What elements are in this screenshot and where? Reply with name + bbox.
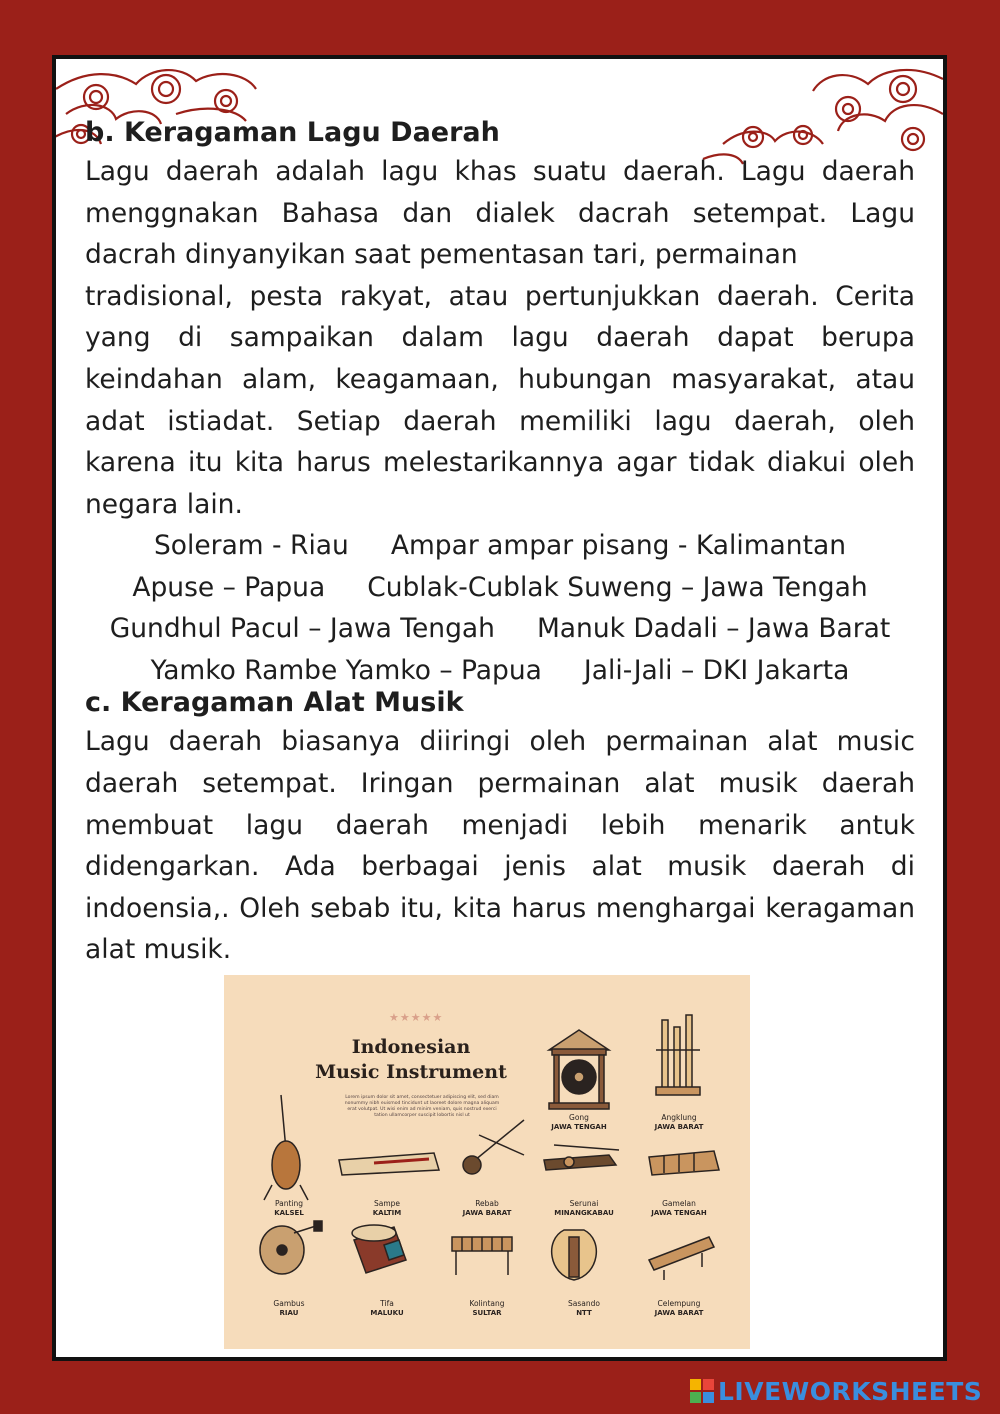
instrument-region: JAWA TENGAH <box>651 1209 707 1217</box>
song-item: Apuse – Papua <box>132 571 326 603</box>
section-b-heading: b. Keragaman Lagu Daerah <box>85 117 500 148</box>
liveworksheets-logo-link[interactable] <box>690 1374 990 1408</box>
kolintang-illustration <box>452 1237 512 1275</box>
instrument-region: JAWA BARAT <box>654 1123 704 1131</box>
song-item: Manuk Dadali – Jawa Barat <box>536 613 891 645</box>
section-b-paragraph: Lagu daerah adalah lagu khas suatu daerah. Lagu daerah menggnakan Bahasa dan dialek dacrah setempat. Lagu dacrah dinyanyikan saat pementasan tari, permainan <box>85 156 915 271</box>
instrument-name: Gong <box>569 1113 589 1122</box>
worksheet-page <box>52 55 947 1361</box>
poster-title <box>296 1035 526 1085</box>
song-row <box>85 608 915 650</box>
instrument-region: KALSEL <box>274 1209 304 1217</box>
section-b-paragraph-continued: tradisional, pesta rakyat, atau pertunjukkan daerah. Cerita yang di sampaikan dalam lagu daerah dapat berupa keindahan alam, keagamaan, hubungan masyarakat, atau adat istiadat. Setiap daerah memiliki lagu daerah, oleh karena itu kita harus melestarikannya agar tidak diakui oleh negara lain. <box>85 280 915 520</box>
poster-title-line2: Music Instrument <box>315 1061 507 1083</box>
instrument-name: Panting <box>274 1199 304 1208</box>
song-row <box>85 567 915 609</box>
sasando-illustration <box>552 1230 597 1280</box>
instrument-name: Sampe <box>373 1199 401 1208</box>
decorative-stars: ★★★★★ <box>389 1011 444 1024</box>
instrument-region: SULTAR <box>472 1309 502 1317</box>
celempung-illustration <box>649 1237 714 1280</box>
instrument-region: JAWA TENGAH <box>551 1123 607 1131</box>
instrument-label-angklung <box>624 1113 734 1132</box>
instrument-name: Gambus <box>273 1299 305 1308</box>
angklung-illustration <box>656 1015 700 1095</box>
instrument-label-celempung <box>624 1299 734 1318</box>
instrument-name: Angklung <box>661 1113 697 1122</box>
instrument-name: Serunai <box>569 1199 599 1208</box>
instrument-poster <box>224 975 750 1349</box>
panting-illustration <box>264 1095 308 1200</box>
section-c-heading: c. Keragaman Alat Musik <box>85 687 464 719</box>
instrument-label-sasando <box>529 1299 639 1318</box>
poster-title-line1: Indonesian <box>351 1036 471 1058</box>
song-list <box>85 525 915 691</box>
liveworksheets-brand: LIVEWORKSHEETS <box>718 1376 983 1406</box>
gong-illustration <box>549 1030 609 1109</box>
instrument-name: Celempung <box>657 1299 701 1308</box>
instrument-illustrations <box>224 975 750 1349</box>
instrument-region: MINANGKABAU <box>554 1209 614 1217</box>
instrument-name: Kolintang <box>469 1299 505 1308</box>
instrument-region: NTT <box>576 1309 592 1317</box>
instrument-label-kolintang <box>432 1299 542 1318</box>
content-area <box>85 115 915 971</box>
instrument-region: JAWA BARAT <box>654 1309 704 1317</box>
instrument-label-gambus <box>234 1299 344 1318</box>
instrument-region: KALTIM <box>372 1209 402 1217</box>
tifa-illustration <box>352 1225 406 1273</box>
gamelan-illustration <box>649 1151 719 1175</box>
song-row <box>85 525 915 567</box>
sampe-illustration <box>339 1153 439 1175</box>
instrument-region: JAWA BARAT <box>462 1209 512 1217</box>
song-item: Cublak-Cublak Suweng – Jawa Tengah <box>367 571 868 603</box>
song-item: Gundhul Pacul – Jawa Tengah <box>109 613 495 645</box>
instrument-region: MALUKU <box>370 1309 404 1317</box>
instrument-region: RIAU <box>279 1309 299 1317</box>
rebab-illustration <box>463 1120 524 1174</box>
song-item: Yamko Rambe Yamko – Papua <box>150 654 542 686</box>
instrument-label-sampe <box>332 1199 442 1218</box>
instrument-name: Sasando <box>568 1299 600 1308</box>
section-c-paragraph: Lagu daerah biasanya diiringi oleh permainan alat music daerah setempat. Iringan permainan alat musik daerah membuat lagu daerah menjadi lebih menarik antuk didengarkan. Ada berbagai jenis alat musik daerah di indoensia,. Oleh sebab itu, kita harus menghargai keragaman alat musik. <box>85 726 915 966</box>
instrument-name: Gamelan <box>662 1199 696 1208</box>
poster-description: Lorem ipsum dolor sit amet, consectetuer adipiscing elit, sed diam nonummy nibh euismod tincidunt ut laoreet dolore magna aliquam erat volutpat. Ut wisi enim ad minim veniam, quis nostrud exerci tation ullamcorper suscipit lobortis nisl ut <box>344 1095 500 1118</box>
instrument-label-serunai <box>529 1199 639 1218</box>
instrument-name: Rebab <box>475 1199 499 1208</box>
instrument-label-rebab <box>432 1199 542 1218</box>
song-item: Jali-Jali – DKI Jakarta <box>583 654 850 686</box>
instrument-label-gong <box>524 1113 634 1132</box>
serunai-illustration <box>544 1145 619 1170</box>
instrument-label-gamelan <box>624 1199 734 1218</box>
song-item: Soleram - Riau <box>153 530 349 562</box>
liveworksheets-logo-icon <box>690 1379 714 1403</box>
instrument-label-panting <box>234 1199 344 1218</box>
instrument-label-tifa <box>332 1299 442 1318</box>
instrument-name: Tifa <box>380 1299 394 1308</box>
gambus-illustration <box>260 1221 322 1274</box>
song-item: Ampar ampar pisang - Kalimantan <box>390 530 847 562</box>
